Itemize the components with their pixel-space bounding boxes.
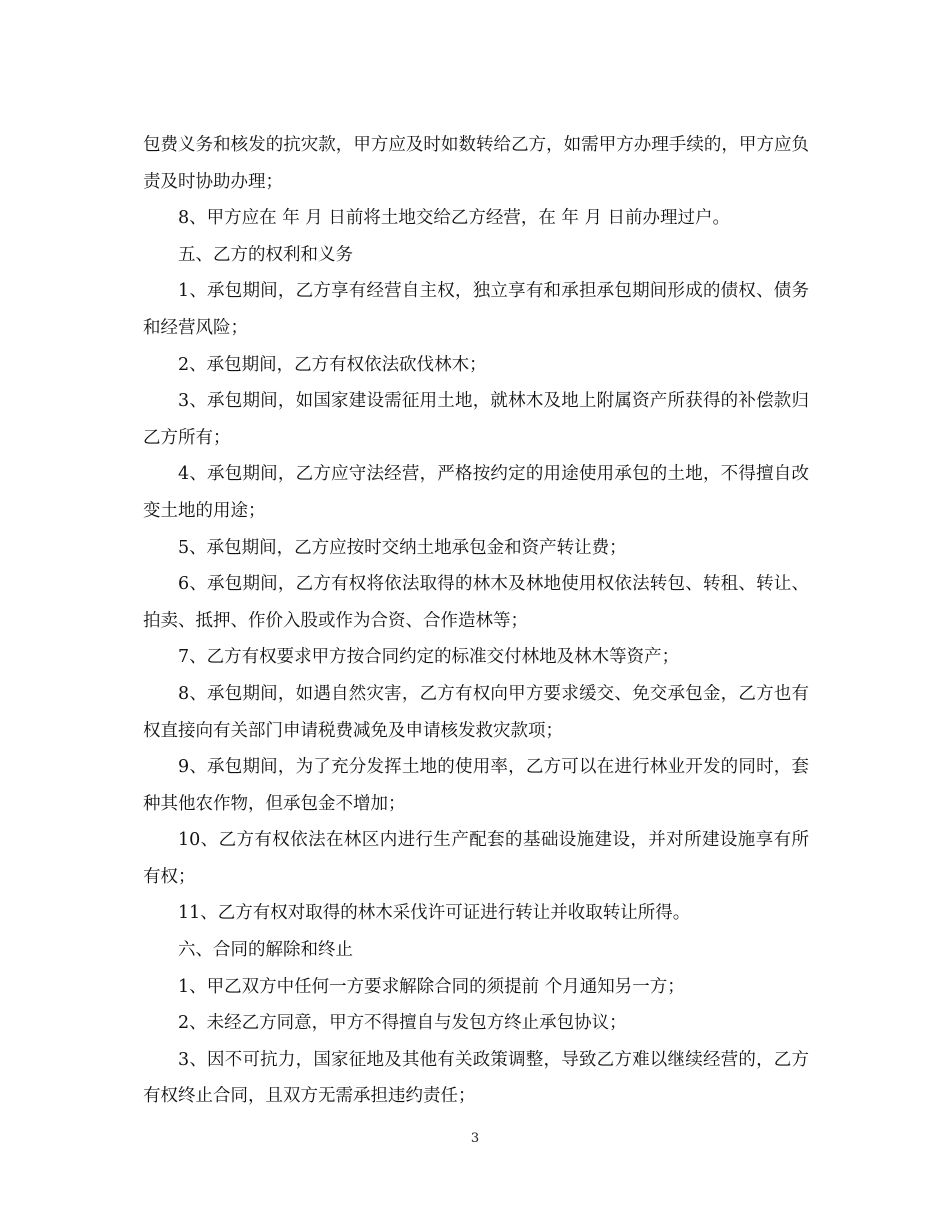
section-heading-6: 六、合同的解除和终止 [178,940,353,961]
clause-5-4: 4、承包期间，乙方应守法经营，严格按约定的用途使用承包的土地，不得擅自改变土地的用途； [143,464,809,521]
clause-5-5: 5、承包期间，乙方应按时交纳土地承包金和资产转让费； [178,537,627,558]
clause-5-6: 6、承包期间，乙方有权将依法取得的林木及林地使用权依法转包、转租、转让、拍卖、抵押、作价入股或作为合资、合作造林等； [143,574,809,631]
document-body [143,127,809,1115]
clause-6-2: 2、未经乙方同意，甲方不得擅自与发包方终止承包协议； [178,1013,627,1034]
clause-5-9: 9、承包期间，为了充分发挥土地的使用率，乙方可以在进行林业开发的同时，套种其他农作物，但承包金不增加； [143,757,809,814]
clause-5-11: 11、乙方有权对取得的林木采伐许可证进行转让并收取转让所得。 [178,903,691,924]
clause-5-10: 10、乙方有权依法在林区内进行生产配套的基础设施建设，并对所建设施享有所有权； [143,830,809,887]
clause-5-3: 3、承包期间，如国家建设需征用土地，就林木及地上附属资产所获得的补偿款归乙方所有； [143,391,809,448]
clause-4-8: 8、甲方应在 年 月 日前将土地交给乙方经营，在 年 月 日前办理过户。 [178,208,731,229]
clause-5-2: 2、承包期间，乙方有权依法砍伐林木； [178,354,487,375]
section-heading-5: 五、乙方的权利和义务 [178,244,353,265]
paragraph-continuation: 包费义务和核发的抗灾款，甲方应及时如数转给乙方，如需甲方办理手续的，甲方应负责及时协助办理； [143,135,809,192]
clause-5-1: 1、承包期间，乙方享有经营自主权，独立享有和承担承包期间形成的债权、债务和经营风险； [143,281,809,338]
clause-6-1: 1、甲乙双方中任何一方要求解除合同的须提前 个月通知另一方； [178,976,685,997]
clause-5-7: 7、乙方有权要求甲方按合同约定的标准交付林地及林木等资产； [178,647,680,668]
page-number: 3 [470,1131,480,1146]
clause-6-3: 3、因不可抗力，国家征地及其他有关政策调整，导致乙方难以继续经营的，乙方有权终止合同，且双方无需承担违约责任； [143,1049,809,1107]
clause-5-8: 8、承包期间，如遇自然灾害，乙方有权向甲方要求缓交、免交承包金，乙方也有权直接向有关部门申请税费减免及申请核发救灾款项； [143,683,809,741]
